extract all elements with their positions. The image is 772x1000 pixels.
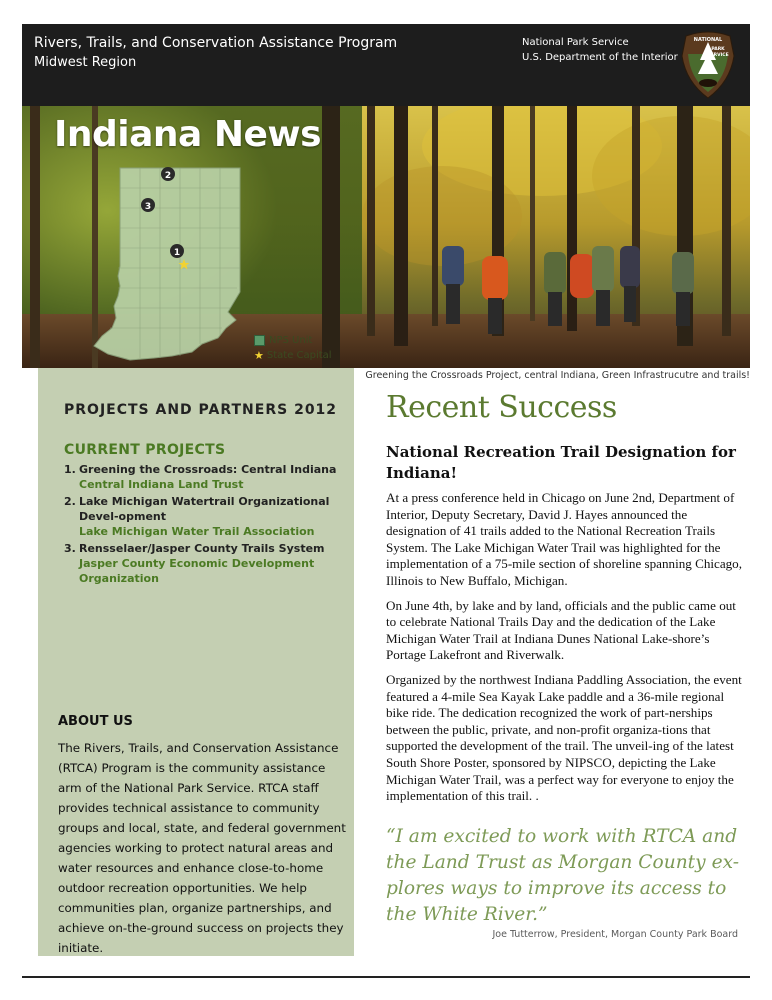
about-text: The Rivers, Trails, and Conservation Assistance (RTCA) Program is the community assistance arm of the National Park Service. RTCA staff provides technical assistance to community groups and local, state, and federal government agencies working to protect natural areas and water resources and enhance close-to-home outdoor recreation opportunities. We help communities plan, organize partnerships, and achieve on-the-ground success on projects they initiate.	[58, 741, 346, 955]
region-label: Midwest Region	[34, 55, 137, 70]
project-partner: Lake Michigan Water Trail Association	[79, 525, 315, 538]
article-paragraph: At a press conference held in Chicago on June 2nd, Department of Interior, Deputy Secretary, David J. Hayes announced the designation of 41 trails added to the National Recreation Trails System. The Lake Michigan Water Trail was highlighted for the implementation of a 75-mile section of shoreline spanning Chicago, Illinois to New Buffalo, Michigan.	[386, 490, 742, 588]
project-item	[64, 494, 346, 539]
logo-text-bot: SERVICE	[707, 53, 729, 58]
article-paragraph: Organized by the northwest Indiana Paddling Association, the event featured a 4-mile Sea Kayak Lake paddle and a 36-mile regional bike ride. The dedication recognized the work of part-nerships between the public, private, and non-profit organiza-tions that supported the development of the trail. The unveil-ing of the latest South Shore Poster, sponsored by NIPSCO, depicting the Lake Michigan Water Trail, was a perfect way for everyone to enjoy the implementation of this trail. .	[386, 671, 742, 804]
svg-text:3: 3	[144, 202, 152, 212]
nps-unit-swatch-icon	[254, 335, 265, 346]
project-number: 3.	[64, 542, 76, 555]
project-list	[64, 462, 346, 588]
header-bar	[22, 24, 750, 106]
pull-quote: “I am excited to work with RTCA and the Land Trust as Morgan County ex-plores ways to improve its access to the White River.”	[386, 826, 740, 925]
svg-text:2: 2	[164, 171, 172, 181]
article-paragraph: On June 4th, by lake and by land, officials and the public came out to celebrate National Trails Day and the dedication of the Lake Michigan Water Trail at Indiana Dunes National Lake-shore’s Portage Lakefront and Riverwalk.	[386, 597, 736, 663]
legend-state-capital: State Capital	[266, 350, 332, 361]
hero-banner	[22, 106, 750, 368]
star-icon: ★	[254, 348, 264, 362]
logo-text-top: NATIONAL	[693, 37, 723, 43]
project-partner: Jasper County Economic Development Organization	[79, 557, 315, 585]
quote-attribution: Joe Tutterrow, President, Morgan County Park Board	[492, 929, 738, 940]
program-block	[34, 34, 397, 72]
logo-text-mid: PARK	[711, 47, 725, 52]
project-number: 1.	[64, 463, 76, 476]
sidebar-panel	[38, 368, 354, 956]
agency-block	[522, 35, 678, 65]
project-name: Greening the Crossroads: Central Indiana	[79, 463, 337, 476]
agency-name: National Park Service	[522, 37, 629, 48]
footer-divider	[22, 976, 750, 978]
map-legend	[254, 333, 332, 363]
project-partner: Central Indiana Land Trust	[79, 478, 244, 491]
department-name: U.S. Department of the Interior	[522, 52, 678, 63]
project-item	[64, 462, 346, 492]
current-projects-heading: CURRENT PROJECTS	[64, 442, 226, 458]
legend-nps-unit: NPS Unit	[269, 335, 313, 346]
article-body	[386, 490, 742, 813]
photo-caption: Greening the Crossroads Project, central Indiana, Green Infrastrucutre and trails!	[365, 370, 750, 381]
project-name: Rensselaer/Jasper County Trails System	[79, 542, 325, 555]
section-title: Recent Success	[386, 390, 617, 425]
about-heading: ABOUT US	[58, 714, 133, 729]
project-number: 2.	[64, 495, 76, 508]
project-item	[64, 541, 346, 586]
program-title: Rivers, Trails, and Conservation Assistance Program	[34, 35, 398, 51]
project-name: Lake Michigan Watertrail Organizational Devel-opment	[79, 495, 330, 523]
newsletter-title: Indiana News	[54, 114, 322, 155]
nps-arrowhead-logo	[678, 30, 738, 100]
svg-text:1: 1	[173, 248, 181, 258]
article-heading: National Recreation Trail Designation for Indiana!	[386, 443, 736, 482]
sidebar-heading: PROJECTS AND PARTNERS 2012	[64, 402, 338, 418]
